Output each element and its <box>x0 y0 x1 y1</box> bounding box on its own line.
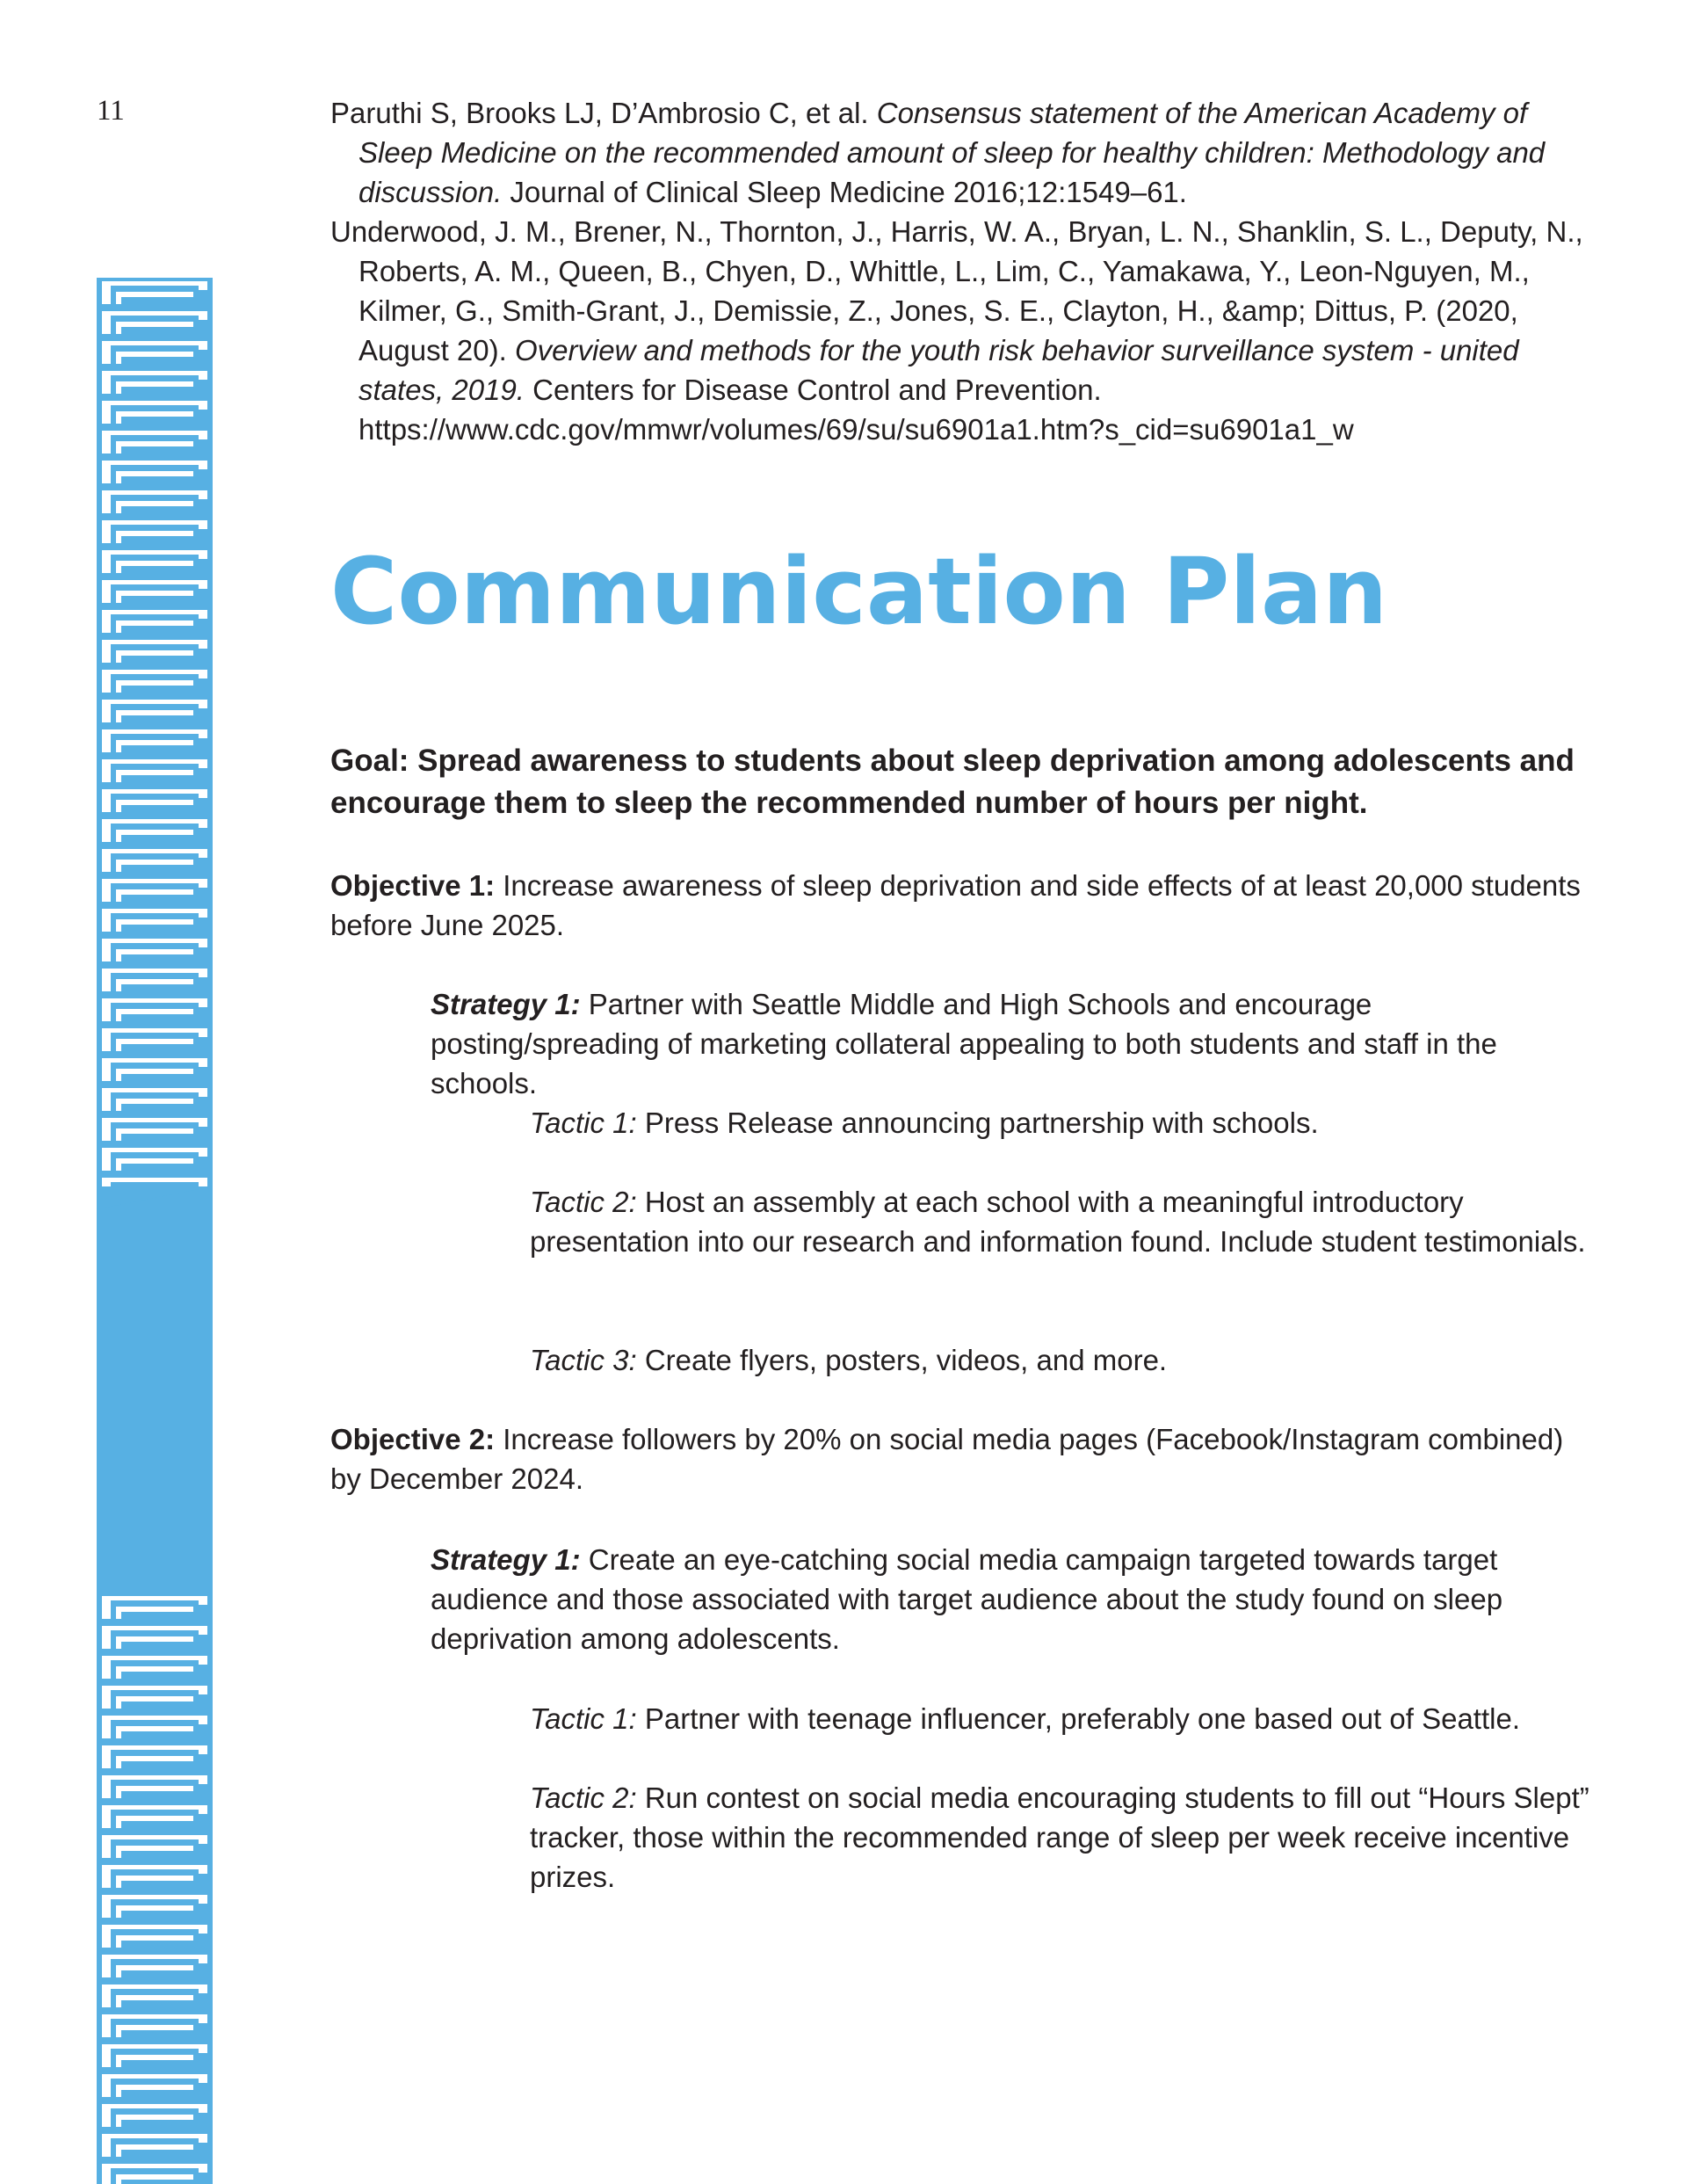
objective-1-tactic-1: Tactic 1: Press Release announcing partnership with schools. <box>530 1107 1319 1139</box>
pattern-band-bottom <box>97 1596 213 2184</box>
objective-1-tactic-2: Tactic 2: Host an assembly at each school with a meaningful introductory presentation into our research and information found. Include student testimonials. <box>530 1186 1586 1258</box>
solid-band <box>97 1186 213 1596</box>
pattern-band-top <box>97 278 213 1186</box>
objective-1-strategy-1: Strategy 1: Partner with Seattle Middle and High Schools and encourage posting/spreading of marketing collateral appealing to both students and staff in the schools. <box>431 988 1497 1099</box>
objective-2: Objective 2: Increase followers by 20% on social media pages (Facebook/Instagram combined) by December 2024. <box>330 1423 1564 1495</box>
decorative-sidebar <box>97 278 213 2184</box>
objective-1: Objective 1: Increase awareness of sleep deprivation and side effects of at least 20,000 students before June 2025. <box>330 869 1581 941</box>
references-section <box>330 93 1596 449</box>
reference-entry: Underwood, J. M., Brener, N., Thornton, J., Harris, W. A., Bryan, L. N., Shanklin, S. L., Deputy, N., Roberts, A. M., Queen, B., Chyen, D., Whittle, L., Lim, C., Yamakawa, Y., Leon-Nguyen, M., Kilmer, G., Smith-Grant, J., Demissie, Z., Jones, S. E., Clayton, H., &amp; Dittus, P. (2020, August 20). Overview and methods for the youth risk behavior surveillance system - united states, 2019. Centers for Disease Control and Prevention. https://www.cdc.gov/mmwr/volumes/69/su/su6901a1.htm?s_cid=su6901a1_w <box>330 215 1583 446</box>
objective-2-tactic-2: Tactic 2: Run contest on social media encouraging students to fill out “Hours Slept” tracker, those within the recommended range of sleep per week receive incentive prizes. <box>530 1781 1589 1893</box>
objective-1-tactic-3: Tactic 3: Create flyers, posters, videos, and more. <box>530 1344 1168 1376</box>
page-number: 11 <box>97 95 125 127</box>
goal-statement: Goal: Spread awareness to students about sleep deprivation among adolescents and encourage them to sleep the recommended number of hours per night. <box>330 744 1575 820</box>
page-title: Communication Plan <box>330 538 1388 645</box>
objective-2-tactic-1: Tactic 1: Partner with teenage influencer, preferably one based out of Seattle. <box>530 1702 1520 1735</box>
objective-2-strategy-1: Strategy 1: Create an eye-catching social media campaign targeted towards target audience and those associated with target audience about the study found on sleep deprivation among adolescents. <box>431 1543 1503 1655</box>
reference-entry: Paruthi S, Brooks LJ, D’Ambrosio C, et al. Consensus statement of the American Academy of Sleep Medicine on the recommended amount of sleep for healthy children: Methodology and discussion. Journal of Clinical Sleep Medicine 2016;12:1549–61. <box>330 97 1546 208</box>
